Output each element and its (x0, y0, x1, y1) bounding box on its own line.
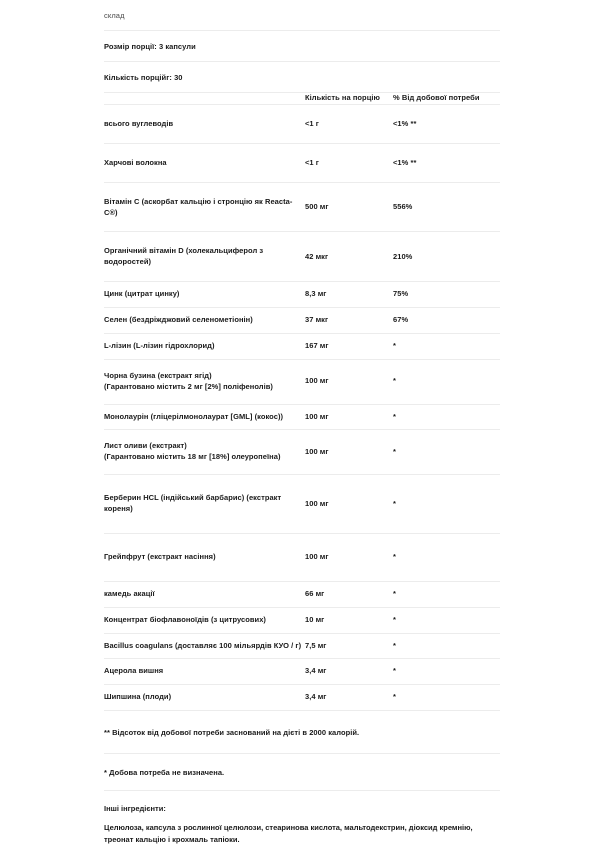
cell-daily-value: * (393, 607, 500, 633)
cell-daily-value: * (393, 659, 500, 685)
cell-nutrient-name (104, 430, 305, 475)
table-row (104, 333, 500, 359)
cell-amount: 100 мг (305, 533, 393, 581)
nutrient-name-primary: Вітамін C (аскорбат кальцію і стронцію як Reacta-C®) (104, 196, 293, 217)
nutrient-name-primary: Селен (бездріжджовий селенометіонін) (104, 315, 253, 324)
nutrient-name-primary: Цинк (цитрат цинку) (104, 289, 180, 299)
cell-nutrient-name (104, 685, 305, 711)
nutrient-name-primary: L-лізин (L-лізин гідрохлорид) (104, 340, 215, 350)
cell-nutrient-name (104, 659, 305, 685)
cell-daily-value: * (393, 685, 500, 711)
cell-nutrient-name (104, 232, 305, 282)
cell-daily-value: <1% ** (393, 104, 500, 143)
cell-daily-value: 67% (393, 308, 500, 334)
cell-amount: 8,3 мг (305, 282, 393, 308)
cell-nutrient-name (104, 607, 305, 633)
cell-amount: 3,4 мг (305, 685, 393, 711)
column-header-nutrient (104, 93, 305, 104)
servings-per-container-row (104, 62, 500, 93)
table-row (104, 430, 500, 475)
cell-daily-value: * (393, 359, 500, 404)
cell-amount: <1 г (305, 104, 393, 143)
nutrient-name-primary: Монолаурін (гліцерілмонолаурат [GML] (кокос)) (104, 411, 284, 421)
cell-daily-value: * (393, 404, 500, 430)
cell-amount: <1 г (305, 143, 393, 182)
cell-nutrient-name (104, 404, 305, 430)
column-header-daily-value: % Від добової потреби (393, 93, 500, 104)
other-ingredients-text: Целюлоза, капсула з рослинної целюлози, стеаринова кислота, мальтодекстрин, діоксид кремнію, треонат кальцію і крохмаль тапіоки. (104, 823, 473, 844)
table-row (104, 581, 500, 607)
cell-nutrient-name (104, 475, 305, 534)
cell-amount: 7,5 мг (305, 633, 393, 659)
nutrient-name-primary: Органічний вітамін D (холекальциферол з водоростей) (104, 246, 264, 267)
serving-size: Розмір порції: 3 капсули (104, 42, 196, 51)
cell-daily-value: * (393, 475, 500, 534)
table-row (104, 359, 500, 404)
cell-amount: 66 мг (305, 581, 393, 607)
cell-amount: 500 мг (305, 182, 393, 232)
cell-amount: 100 мг (305, 404, 393, 430)
section-label: склад (104, 11, 125, 20)
table-row (104, 475, 500, 534)
nutrient-name-primary: Чорна бузина (екстракт ягід) (104, 370, 212, 380)
serving-size-row (104, 31, 500, 62)
cell-daily-value: * (393, 633, 500, 659)
table-row (104, 685, 500, 711)
cell-nutrient-name (104, 143, 305, 182)
table-header (104, 93, 500, 104)
nutrient-name-secondary: (Гарантовано містить 18 мг [18%] олеуропеїна) (104, 452, 281, 462)
nutrient-name-secondary: (Гарантовано містить 2 мг [2%] поліфенолів) (104, 381, 273, 391)
table-row (104, 232, 500, 282)
nutrient-name-primary: Ацерола вишня (104, 666, 164, 676)
nutrition-table (104, 93, 500, 711)
nutrient-name-primary: Шипшина (плоди) (104, 692, 172, 702)
cell-daily-value: * (393, 581, 500, 607)
cell-nutrient-name (104, 182, 305, 232)
nutrient-name-primary: Концентрат біофлавоноїдів (з цитрусових) (104, 614, 266, 624)
cell-daily-value: 75% (393, 282, 500, 308)
supplement-facts-panel (104, 0, 500, 845)
cell-nutrient-name (104, 633, 305, 659)
nutrient-name-primary: Лист оливи (екстракт) (104, 441, 187, 451)
cell-amount: 100 мг (305, 359, 393, 404)
table-row (104, 533, 500, 581)
cell-nutrient-name (104, 533, 305, 581)
table-row (104, 104, 500, 143)
table-row (104, 633, 500, 659)
cell-nutrient-name (104, 308, 305, 334)
cell-nutrient-name (104, 104, 305, 143)
section-label-row (104, 0, 500, 31)
cell-daily-value: * (393, 430, 500, 475)
table-row (104, 659, 500, 685)
table-row (104, 282, 500, 308)
cell-daily-value: * (393, 533, 500, 581)
cell-amount: 37 мкг (305, 308, 393, 334)
footnote-double-star: ** Відсоток від добової потреби заснований на дієті в 2000 калорій. (104, 711, 500, 754)
cell-daily-value: * (393, 333, 500, 359)
table-row (104, 143, 500, 182)
nutrient-name-primary: Берберин HCL (індійський барбарис) (екстракт кореня) (104, 493, 282, 513)
cell-amount: 10 мг (305, 607, 393, 633)
nutrient-name-primary: всього вуглеводів (104, 118, 174, 128)
cell-nutrient-name (104, 333, 305, 359)
table-row (104, 404, 500, 430)
table-row (104, 308, 500, 334)
cell-daily-value: 210% (393, 232, 500, 282)
nutrient-name-primary: Bacillus coagulans (доставляє 100 мільярдів КУО / г) (104, 640, 302, 650)
other-ingredients-heading: Інші інгредієнти: (104, 804, 166, 814)
table-body (104, 104, 500, 710)
cell-amount: 100 мг (305, 475, 393, 534)
cell-amount: 100 мг (305, 430, 393, 475)
table-row (104, 182, 500, 232)
column-header-amount: Кількість на порцію (305, 93, 393, 104)
table-header-row (104, 93, 500, 104)
cell-amount: 3,4 мг (305, 659, 393, 685)
cell-nutrient-name (104, 359, 305, 404)
table-row (104, 607, 500, 633)
servings-per-container: Кількість порційг: 30 (104, 73, 183, 82)
footnote-single-star: * Добова потреба не визначена. (104, 754, 500, 791)
cell-nutrient-name (104, 581, 305, 607)
cell-daily-value: <1% ** (393, 143, 500, 182)
nutrient-name-primary: Харчові волокна (104, 157, 167, 167)
nutrient-name-primary: камедь акації (104, 588, 155, 598)
cell-daily-value: 556% (393, 182, 500, 232)
nutrient-name-primary: Грейпфрут (екстракт насіння) (104, 551, 216, 561)
cell-nutrient-name (104, 282, 305, 308)
cell-amount: 167 мг (305, 333, 393, 359)
cell-amount: 42 мкг (305, 232, 393, 282)
